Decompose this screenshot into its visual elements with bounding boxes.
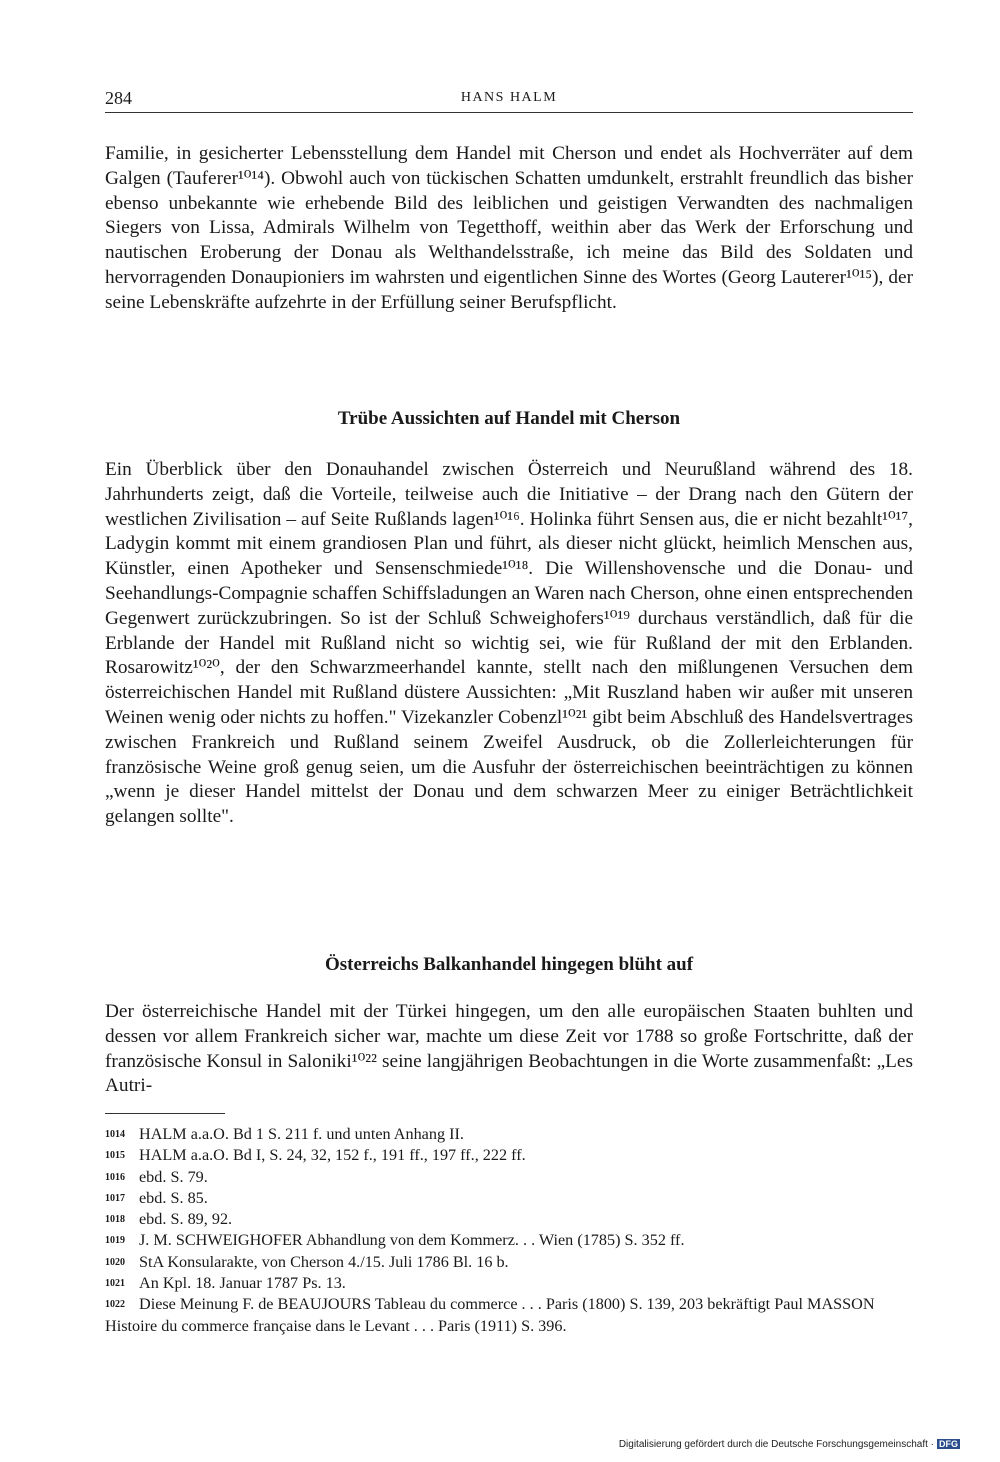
footnote-number: 1021: [105, 1278, 125, 1290]
footnote: [105, 1124, 913, 1145]
footnote-text: J. M. SCHWEIGHOFER Abhandlung von dem Kommerz. . . Wien (1785) S. 352 ff.: [139, 1231, 685, 1250]
footnote-text: StA Konsularakte, von Cherson 4./15. Juli 1786 Bl. 16 b.: [139, 1252, 509, 1271]
footnote: [105, 1294, 913, 1336]
footnote: [105, 1230, 913, 1251]
footnote-number: 1016: [105, 1171, 125, 1183]
digitization-credit: [619, 1439, 960, 1450]
footnote-rule: [105, 1113, 225, 1114]
running-title: HANS HALM: [460, 90, 558, 105]
paragraph-intro: Familie, in gesicherter Lebensstellung dem Handel mit Cherson und endet als Hochverräter auf dem Galgen (Tauferer¹⁰¹⁴). Obwohl auch von tückischen Schatten umdunkelt, erstrahlt freundlich das bisher ebenso unbekannte wie erhebende Bild des leiblichen und geistigen Verwandten des nachmaligen Siegers von Lissa, Admirals Wilhelm von Tegetthoff, weithin aber das Werk der Erforschung und nautischen Eroberung der Donau als Welthandelsstraße, ich meine das Bild des Soldaten und hervorragenden Donaupioniers im wahrsten und eigentlichen Sinne des Wortes (Georg Lauterer¹⁰¹⁵), der seine Lebenskräfte aufzehrte in der Erfüllung seiner Berufspflicht.: [105, 143, 913, 313]
credit-text: Digitalisierung gefördert durch die Deutsche Forschungsgemeinschaft ·: [618, 1439, 934, 1450]
footnote-number: 1020: [105, 1256, 125, 1268]
paragraph-donauhandel: Ein Überblick über den Donauhandel zwischen Österreich und Neurußland während des 18. Jahrhunderts zeigt, daß die Vorteile, teilweise auch die Initiative – der Drang nach den Gütern der westlichen Zivilisation – auf Seite Rußlands lagen¹⁰¹⁶. Holinka führt Sensen aus, die er nicht bezahlt¹⁰¹⁷, Ladygin kommt mit einem grandiosen Plan und führt, als dieser nicht glückt, heimlich Menschen aus, Künstler, einen Apotheker und Sensenschmiede¹⁰¹⁸. Die Willenshovensche und die Donau- und Seehandlungs-Compagnie schaffen Schiffsladungen an Waren nach Cherson, ohne einen entsprechenden Gegenwert zurückzubringen. So ist der Schluß Schweighofers¹⁰¹⁹ durchaus verständlich, daß für die Erblande der Handel mit Rußland nicht so wichtig sei, wie für Rußland der mit den Erblanden. Rosarowitz¹⁰²⁰, der den Schwarzmeerhandel kannte, stellt nach den mißlungenen Versuchen dem österreichischen Handel mit Rußland düstere Aussichten: „Mit Ruszland haben wir außer mit unseren Weinen wenig oder nichts zu hoffen." Vizekanzler Cobenzl¹⁰²¹ gibt beim Abschluß des Handelsvertrages zwischen Frankreich und Rußland seinem Zweifel Ausdruck, ob die Zollerleichterungen für französische Weine groß genug seien, um die Ausfuhr der österreichischen beeinträchtigen zu können „wenn je dieser Handel mittelst der Donau und dem schwarzen Meer zu einiger Beträchtlichkeit gelangen sollte".: [105, 459, 914, 828]
dfg-logo: DFG: [939, 1439, 958, 1449]
footnote-text: An Kpl. 18. Januar 1787 Ps. 13.: [139, 1274, 346, 1293]
header-rule: [105, 112, 913, 113]
paragraph-tuerkei: Der österreichische Handel mit der Türkei hingegen, um den alle europäischen Staaten buhlten und dessen vor allem Frankreich sicher war, machte um diese Zeit vor 1788 so große Fortschritte, daß der französische Konsul in Saloniki¹⁰²² seine langjährigen Beobachtungen in die Worte zusammenfaßt: „Les Autri-: [105, 1001, 913, 1097]
page-header: [105, 88, 913, 114]
footnote: [105, 1188, 913, 1209]
footnotes: [105, 1124, 913, 1336]
footnote-number: 1018: [105, 1214, 125, 1226]
footnote-number: 1022: [105, 1299, 125, 1311]
footnote: [105, 1167, 913, 1188]
footnote-number: 1015: [105, 1150, 125, 1162]
footnote: [105, 1252, 913, 1273]
footnote-number: 1019: [105, 1235, 125, 1247]
footnote-text: ebd. S. 85.: [139, 1188, 208, 1207]
section-heading-cherson: Trübe Aussichten auf Handel mit Cherson: [337, 408, 681, 429]
footnote-text: ebd. S. 89, 92.: [139, 1210, 233, 1229]
footnote-text: Diese Meinung F. de BEAUJOURS Tableau du commerce . . . Paris (1800) S. 139, 203 bekräftigt Paul MASSON Histoire du commerce française dans le Levant . . . Paris (1911) S. 396.: [105, 1295, 875, 1335]
footnote: [105, 1273, 913, 1294]
footnote-text: HALM a.a.O. Bd I, S. 24, 32, 152 f., 191 ff., 197 ff., 222 ff.: [139, 1146, 526, 1165]
footnote-number: 1014: [105, 1129, 125, 1140]
section-heading-balkanhandel: Österreichs Balkanhandel hingegen blüht auf: [324, 954, 694, 975]
footnote-number: 1017: [105, 1192, 125, 1204]
footnote: [105, 1209, 913, 1230]
page-number: 284: [105, 88, 132, 108]
footnote-text: ebd. S. 79.: [139, 1167, 208, 1186]
footnote: [105, 1145, 913, 1166]
footnote-text: HALM a.a.O. Bd 1 S. 211 f. und unten Anhang II.: [139, 1125, 464, 1143]
